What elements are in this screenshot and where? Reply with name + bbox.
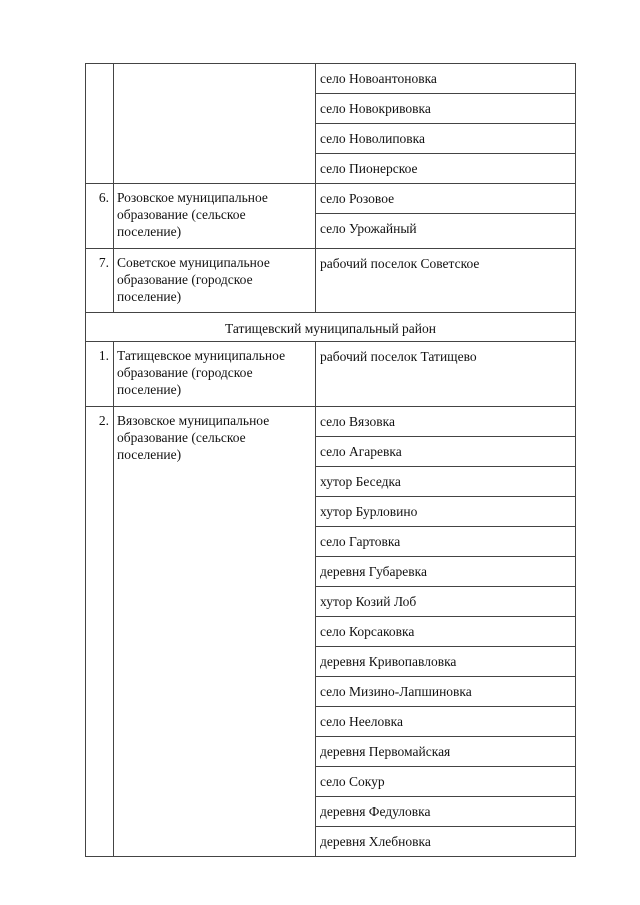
settlement-name: село Нееловка (316, 707, 576, 737)
settlement-name: село Вязовка (316, 407, 576, 437)
settlement-name: село Пионерское (316, 154, 576, 184)
settlement-name: деревня Губаревка (316, 557, 576, 587)
table-row (86, 342, 576, 407)
settlement-name: село Мизино-Лапшиновка (316, 677, 576, 707)
settlement-name: хутор Бурловино (316, 497, 576, 527)
municipality-name: Розовское муниципальное образование (сельское поселение) (114, 184, 316, 249)
municipality-name: Советское муниципальное образование (городское поселение) (114, 249, 316, 313)
region-header-row (86, 313, 576, 342)
settlement-name: рабочий поселок Татищево (316, 342, 576, 407)
settlement-name: деревня Первомайская (316, 737, 576, 767)
settlement-name: село Новолиповка (316, 124, 576, 154)
settlement-name: село Сокур (316, 767, 576, 797)
entry-number (86, 64, 114, 184)
settlement-name: село Урожайный (316, 214, 576, 249)
settlement-name: рабочий поселок Советское (316, 249, 576, 313)
table-body (86, 64, 576, 857)
entry-number: 1. (86, 342, 114, 407)
settlement-name: село Розовое (316, 184, 576, 214)
settlement-name: деревня Федуловка (316, 797, 576, 827)
municipality-name: Вязовское муниципальное образование (сельское поселение) (114, 407, 316, 857)
settlement-name: село Новоантоновка (316, 64, 576, 94)
entry-number: 7. (86, 249, 114, 313)
region-title: Татищевский муниципальный район (86, 313, 576, 342)
settlement-name: село Агаревка (316, 437, 576, 467)
table-row (86, 249, 576, 313)
settlement-name: село Корсаковка (316, 617, 576, 647)
settlement-name: село Гартовка (316, 527, 576, 557)
settlements-table (85, 63, 576, 857)
municipality-name: Татищевское муниципальное образование (городское поселение) (114, 342, 316, 407)
entry-number: 6. (86, 184, 114, 249)
settlement-name: деревня Хлебновка (316, 827, 576, 857)
settlement-name: хутор Беседка (316, 467, 576, 497)
table-row (86, 184, 576, 214)
settlement-name: деревня Кривопавловка (316, 647, 576, 677)
settlement-name: село Новокривовка (316, 94, 576, 124)
municipality-name (114, 64, 316, 184)
settlement-name: хутор Козий Лоб (316, 587, 576, 617)
table-row (86, 64, 576, 94)
table-row (86, 407, 576, 437)
entry-number: 2. (86, 407, 114, 857)
